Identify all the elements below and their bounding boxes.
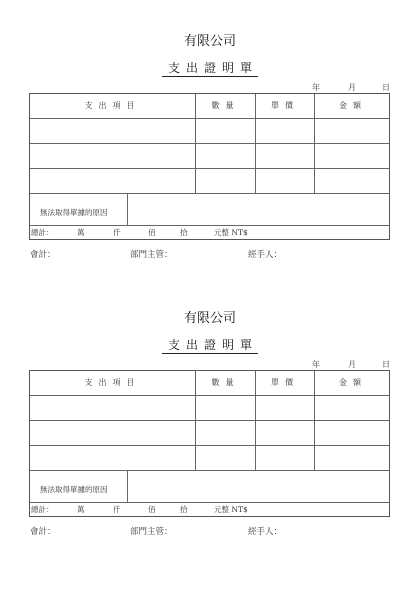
col-header-quantity: 數量 xyxy=(211,378,240,387)
col-header-unit-price: 單價 xyxy=(271,378,299,387)
date-month-label: 月 xyxy=(348,83,356,92)
col-header-unit-price: 單價 xyxy=(271,101,299,110)
col-header-amount: 金額 xyxy=(339,378,367,387)
date-day-label: 日 xyxy=(382,360,390,369)
total-unit-shi: 拾 xyxy=(180,228,188,237)
accounting-signature-label: 會計： xyxy=(30,527,56,537)
expense-table xyxy=(29,370,390,517)
date-day-label: 日 xyxy=(382,83,390,92)
col-header-item: 支出項目 xyxy=(84,101,141,110)
col-header-quantity: 數量 xyxy=(211,101,240,110)
table-row-divider xyxy=(30,445,389,446)
department-head-signature-label: 部門主管： xyxy=(130,527,173,537)
table-row-divider xyxy=(30,193,389,194)
reason-divider xyxy=(127,194,128,225)
date-month-label: 月 xyxy=(348,360,356,369)
date-year-label: 年 xyxy=(312,360,320,369)
department-head-signature-label: 部門主管： xyxy=(130,250,173,260)
col-header-amount: 金額 xyxy=(339,101,367,110)
reason-divider xyxy=(127,471,128,502)
total-suffix: 元整 NT$ xyxy=(214,505,248,514)
total-row xyxy=(30,226,391,240)
total-label: 總計： xyxy=(31,505,54,514)
table-row-divider xyxy=(30,470,389,471)
voucher-title xyxy=(0,338,420,352)
date-year-label: 年 xyxy=(312,83,320,92)
total-unit-qian: 仟 xyxy=(113,228,121,237)
no-receipt-reason-label: 無法取得單據的原因 xyxy=(40,208,108,217)
table-row-divider xyxy=(30,168,389,169)
total-unit-wan: 萬 xyxy=(77,505,85,514)
voucher-title xyxy=(0,61,420,75)
table-row-divider xyxy=(30,395,389,396)
signature-line xyxy=(0,248,420,262)
table-row-divider xyxy=(30,143,389,144)
table-row-divider xyxy=(30,420,389,421)
expense-voucher-2 xyxy=(0,311,420,551)
expense-voucher-1 xyxy=(0,34,420,274)
total-suffix: 元整 NT$ xyxy=(214,228,248,237)
no-receipt-reason-label: 無法取得單據的原因 xyxy=(40,485,108,494)
accounting-signature-label: 會計： xyxy=(30,250,56,260)
total-row xyxy=(30,503,391,517)
company-name: 有限公司 xyxy=(183,34,236,49)
total-unit-shi: 拾 xyxy=(180,505,188,514)
total-unit-qian: 仟 xyxy=(113,505,121,514)
col-header-item: 支出項目 xyxy=(84,378,141,387)
total-unit-wan: 萬 xyxy=(77,228,85,237)
voucher-title-text: 支出證明單 xyxy=(162,61,258,77)
total-unit-bai: 佰 xyxy=(148,505,156,514)
total-label: 總計： xyxy=(31,228,54,237)
voucher-title-text: 支出證明單 xyxy=(162,338,258,354)
handler-signature-label: 經手人： xyxy=(248,527,283,537)
company-name: 有限公司 xyxy=(183,311,236,326)
signature-line xyxy=(0,525,420,539)
total-unit-bai: 佰 xyxy=(148,228,156,237)
table-row-divider xyxy=(30,118,389,119)
expense-table xyxy=(29,93,390,240)
handler-signature-label: 經手人： xyxy=(248,250,283,260)
